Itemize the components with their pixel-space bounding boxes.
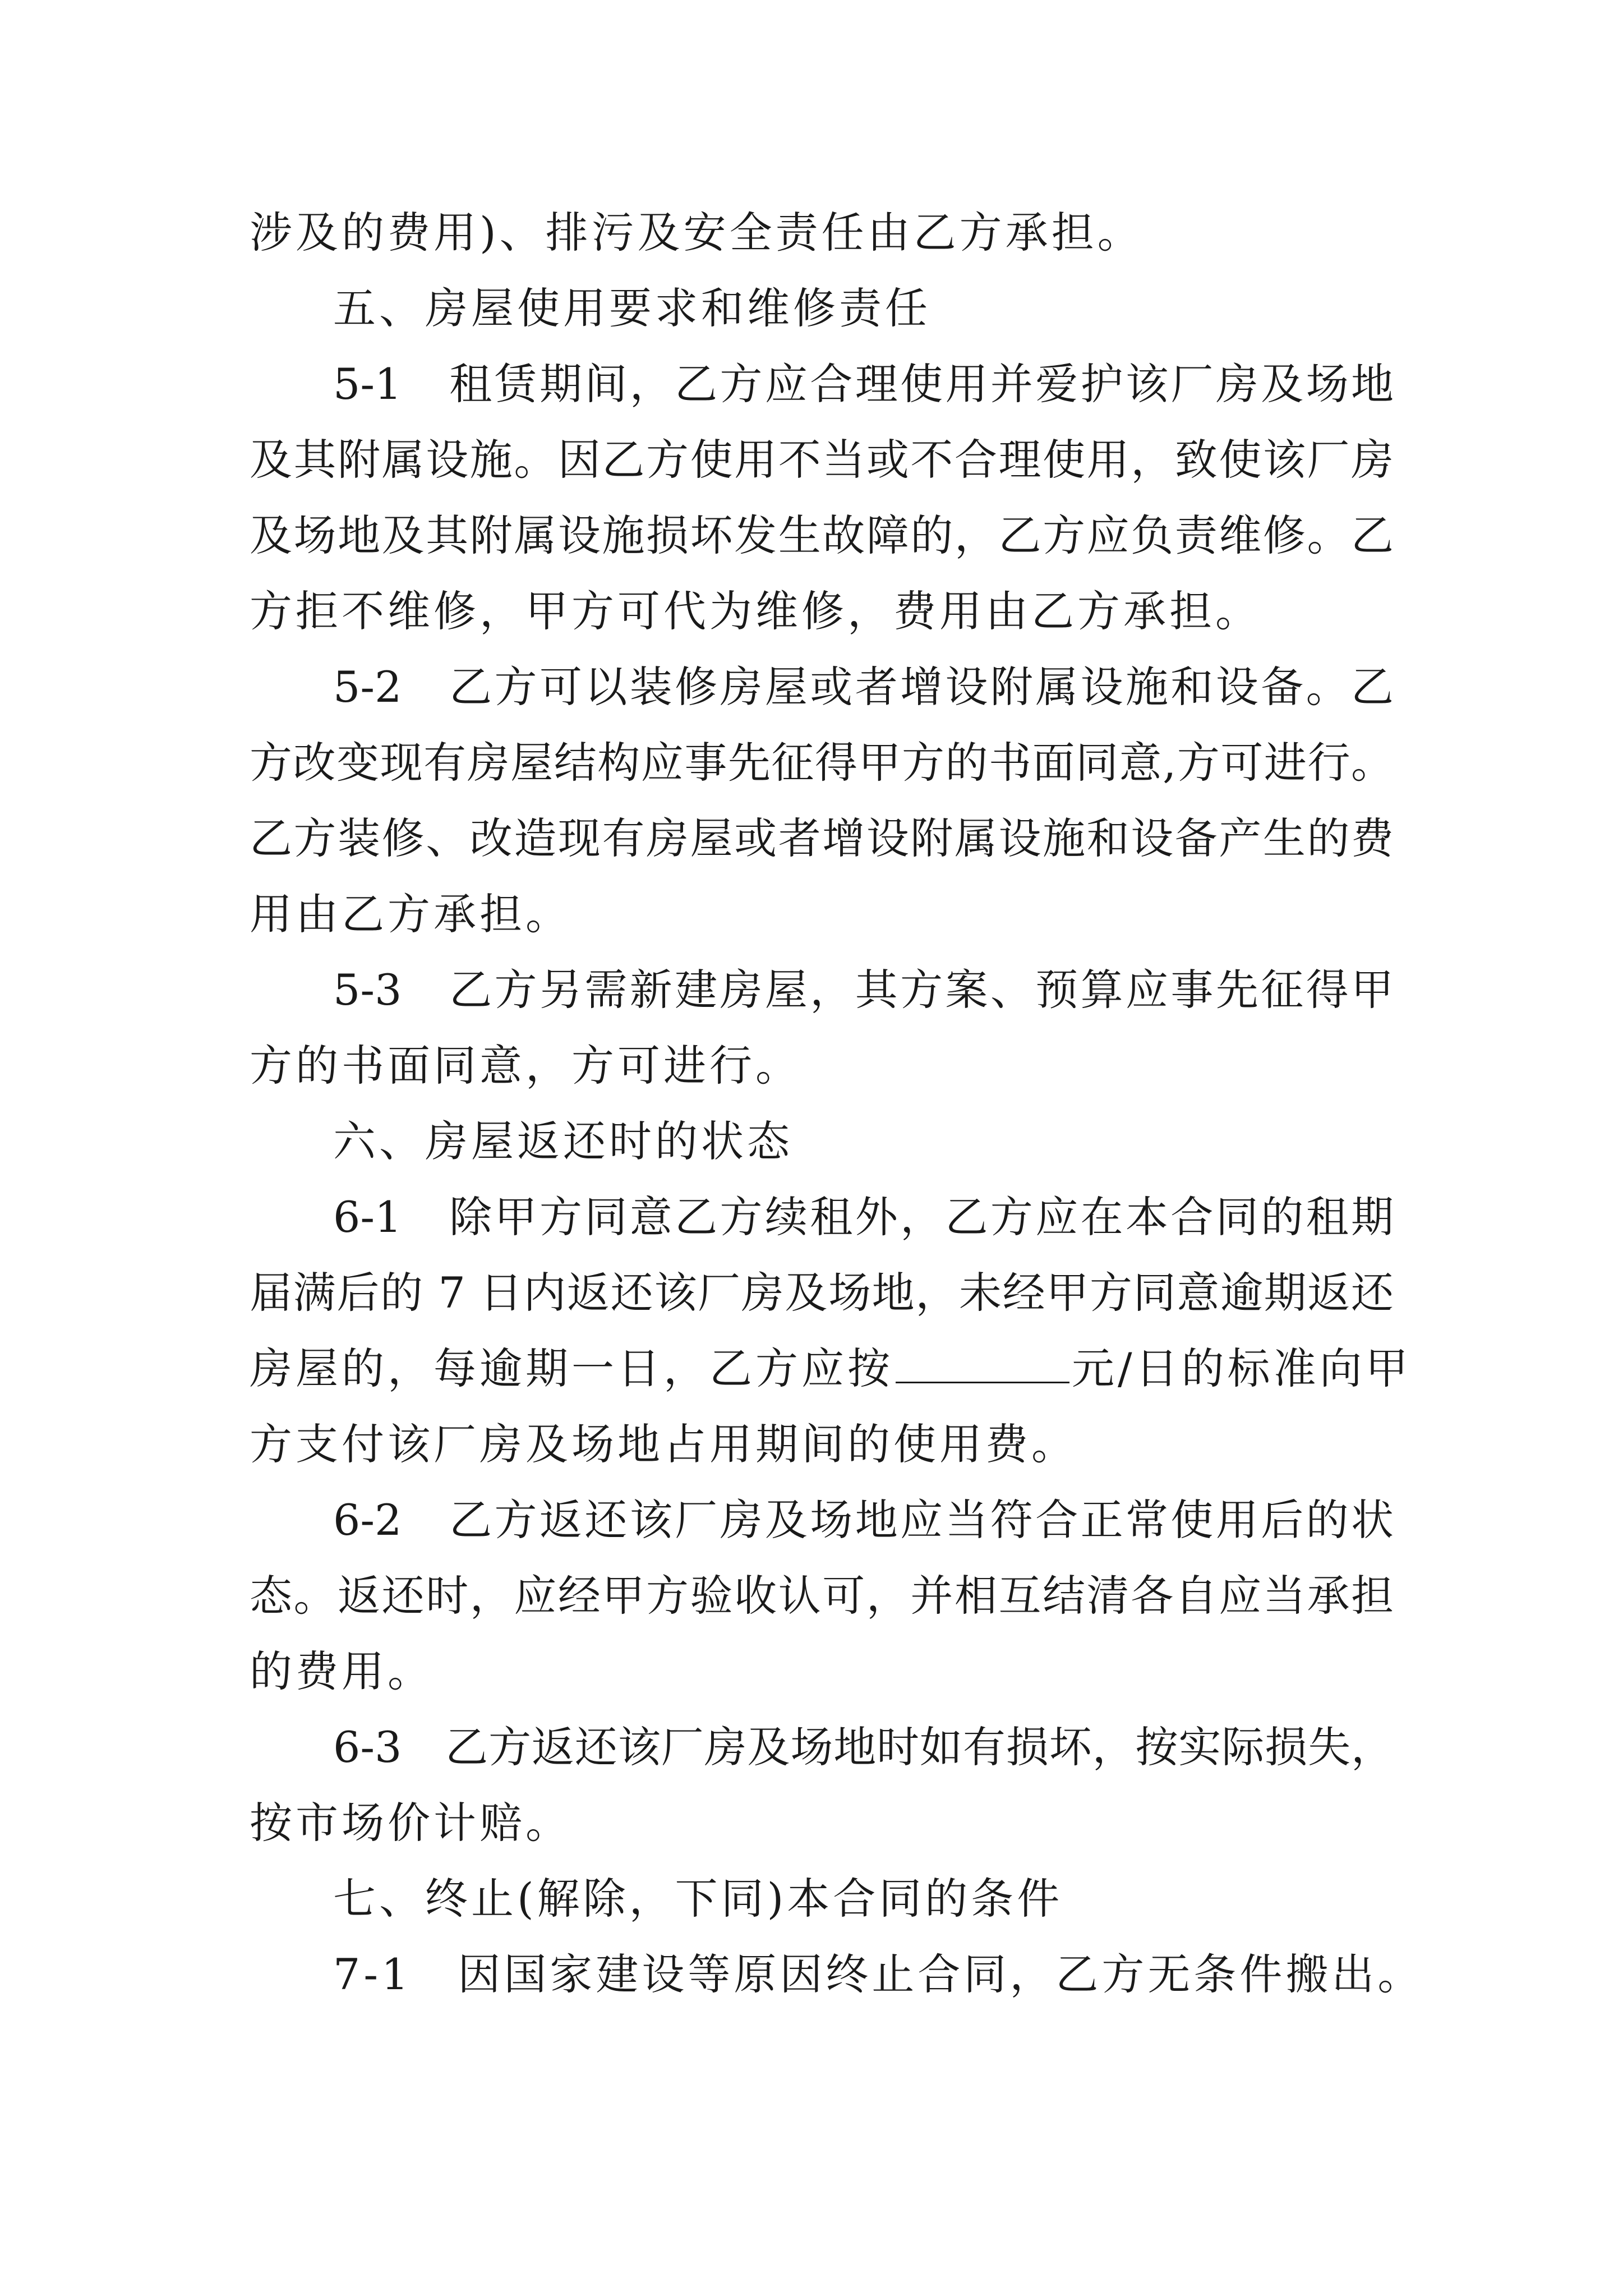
text-line: 态。返还时，应经甲方验收认可，并相互结清各自应当承担 (250, 1571, 1394, 1621)
text-line: 用由乙方承担。 (250, 889, 571, 939)
text-line: 方支付该厂房及场地占用期间的使用费。 (250, 1419, 1077, 1469)
text-line: 6-2 乙方返还该厂房及场地应当符合正常使用后的状 (333, 1495, 1394, 1545)
section-heading: 六、房屋返还时的状态 (333, 1116, 793, 1166)
text-line: 按市场价计赔。 (250, 1798, 571, 1848)
text-line: 方的书面同意，方可进行。 (250, 1041, 801, 1091)
text-line: 方拒不维修，甲方可代为维修，费用由乙方承担。 (250, 586, 1261, 636)
text-line: 届满后的 7 日内返还该厂房及场地，未经甲方同意逾期返还 (250, 1268, 1394, 1318)
text-line-with-blank (250, 1341, 1412, 1397)
section-heading: 七、终止(解除，下同)本合同的条件 (333, 1874, 1063, 1924)
text-line: 6-1 除甲方同意乙方续租外，乙方应在本合同的租期 (333, 1192, 1394, 1242)
section-heading: 五、房屋使用要求和维修责任 (333, 283, 931, 333)
text-line: 方改变现有房屋结构应事先征得甲方的书面同意,方可进行。 (250, 738, 1394, 788)
text-line: 及其附属设施。因乙方使用不当或不合理使用，致使该厂房 (250, 435, 1394, 485)
text-segment: 房屋的，每逾期一日，乙方应按 (250, 1343, 893, 1393)
text-line: 涉及的费用)、排污及安全责任由乙方承担。 (250, 208, 1144, 257)
text-line: 5-1 租赁期间，乙方应合理使用并爱护该厂房及场地 (333, 359, 1394, 409)
text-line: 乙方装修、改造现有房屋或者增设附属设施和设备产生的费 (250, 813, 1394, 863)
fill-in-blank (896, 1342, 1069, 1383)
text-line: 6-3 乙方返还该厂房及场地时如有损坏，按实际损失， (333, 1722, 1394, 1772)
text-line: 5-3 乙方另需新建房屋，其方案、预算应事先征得甲 (333, 965, 1394, 1015)
text-segment: 元/日的标准向甲 (1072, 1343, 1412, 1393)
text-line: 的费用。 (250, 1646, 434, 1696)
text-line: 及场地及其附属设施损坏发生故障的，乙方应负责维修。乙 (250, 510, 1394, 560)
text-line: 5-2 乙方可以装修房屋或者增设附属设施和设备。乙 (333, 662, 1394, 712)
text-line: 7-1 因国家建设等原因终止合同，乙方无条件搬出。 (333, 1949, 1424, 1999)
